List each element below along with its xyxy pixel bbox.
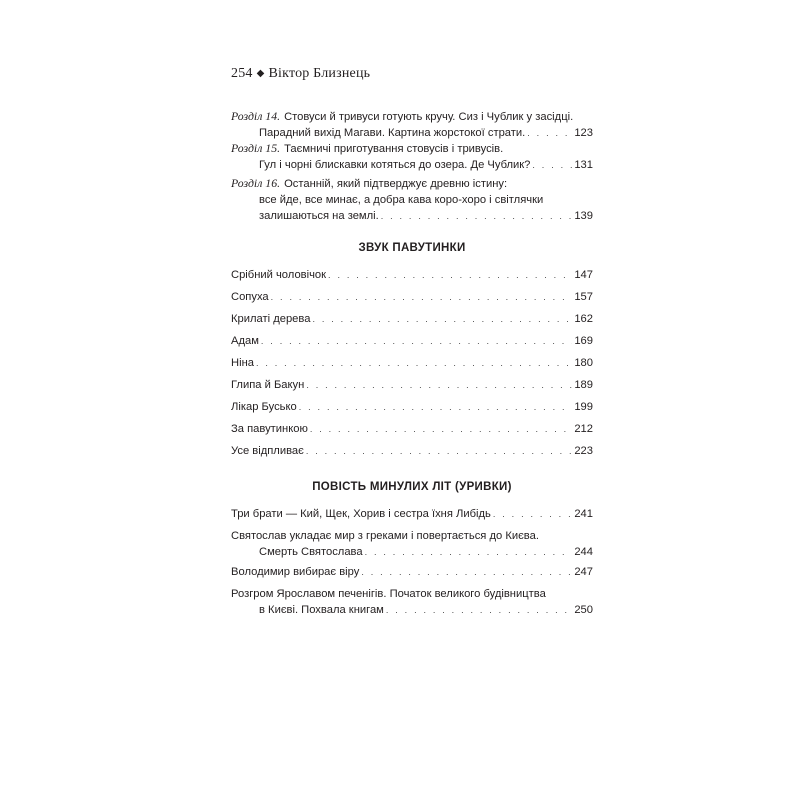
dot-leader [365, 544, 573, 560]
entry-title-line: в Києві. Похвала книгам [259, 604, 384, 616]
chapter-number: Розділ 14. [231, 109, 281, 123]
toc-entry[interactable] [231, 421, 593, 437]
entry-title-line: Глипа й Бакун [231, 379, 305, 391]
toc-entry[interactable] [231, 140, 593, 173]
dot-leader [532, 157, 572, 173]
dot-leader [312, 311, 572, 327]
toc-entry[interactable] [231, 528, 593, 560]
entry-page-number: 147 [574, 269, 593, 281]
entry-page-number: 131 [574, 159, 593, 171]
dot-leader [306, 377, 572, 393]
entry-title-line: Срібний чоловічок [231, 269, 327, 281]
entry-title-line: Стовуси й тривуси готують кручу. Сиз і Чублик у засідці. [284, 111, 574, 123]
toc-entry[interactable] [231, 586, 593, 618]
entry-title-line: Усе відпливає [231, 445, 304, 457]
toc-entry[interactable] [231, 175, 593, 224]
entry-title-line: Розгром Ярославом печенігів. Початок великого будівництва [231, 588, 546, 600]
toc-entry[interactable] [231, 399, 593, 415]
running-header [231, 66, 370, 82]
toc-entry[interactable] [231, 267, 593, 283]
toc-entry[interactable] [231, 355, 593, 371]
entry-title-line: Таємничі приготування стовусів і тривусів. [284, 143, 504, 155]
header-separator: ◆ [256, 68, 265, 79]
section-title: ПОВІСТЬ МИНУЛИХ ЛІТ (УРИВКИ) [312, 481, 512, 493]
entry-title-line: залишаються на землі. [259, 210, 379, 222]
entry-title-line: За павутинкою [231, 423, 308, 435]
toc-entry[interactable] [231, 333, 593, 349]
dot-leader [299, 399, 573, 415]
dot-leader [310, 421, 572, 437]
entry-title-line: Три брати — Кий, Щек, Хорив і сестра їхня Либідь [231, 508, 491, 520]
toc-entry[interactable] [231, 443, 593, 459]
header-page-number: 254 [231, 66, 253, 81]
dot-leader [493, 506, 572, 522]
dot-leader [271, 289, 573, 305]
entry-page-number: 123 [574, 127, 593, 139]
dot-leader [261, 333, 572, 349]
toc-entry[interactable] [231, 108, 593, 141]
dot-leader [256, 355, 572, 371]
header-author: Віктор Близнець [268, 66, 371, 81]
entry-title-line: Сопуха [231, 291, 269, 303]
entry-page-number: 180 [574, 357, 593, 369]
dot-leader [306, 443, 573, 459]
entry-page-number: 247 [574, 566, 593, 578]
entry-page-number: 162 [574, 313, 593, 325]
entry-page-number: 212 [574, 423, 593, 435]
entry-title-line: Крилаті дерева [231, 313, 311, 325]
entry-page-number: 244 [574, 546, 593, 558]
dot-leader [328, 267, 572, 283]
entry-title-line: все йде, все минає, а добра кава коро-хоро і світлячки [259, 194, 544, 206]
entry-title-line: Святослав укладає мир з греками і повертається до Києва. [231, 530, 539, 542]
dot-leader [361, 564, 572, 580]
entry-title-line: Гул і чорні блискавки котяться до озера. Де Чублик? [259, 159, 531, 171]
chapter-number: Розділ 16. [231, 176, 281, 190]
toc-entry[interactable] [231, 564, 593, 580]
chapter-number: Розділ 15. [231, 141, 281, 155]
dot-leader [527, 125, 572, 141]
entry-title-line: Лікар Бусько [231, 401, 297, 413]
entry-page-number: 189 [574, 379, 593, 391]
entry-page-number: 169 [574, 335, 593, 347]
section-title: ЗВУК ПАВУТИНКИ [358, 242, 466, 254]
entry-page-number: 223 [574, 445, 593, 457]
entry-title-line: Смерть Святослава [259, 546, 363, 558]
toc-entry[interactable] [231, 506, 593, 522]
toc-entry[interactable] [231, 311, 593, 327]
entry-title-line: Ніна [231, 357, 254, 369]
entry-page-number: 241 [574, 508, 593, 520]
toc-entry[interactable] [231, 289, 593, 305]
entry-title-line: Останній, який підтверджує древню істину: [284, 178, 508, 190]
dot-leader [386, 602, 572, 618]
dot-leader [381, 208, 573, 224]
entry-page-number: 139 [574, 210, 593, 222]
entry-title-line: Адам [231, 335, 259, 347]
entry-page-number: 250 [574, 604, 593, 616]
toc-entry[interactable] [231, 377, 593, 393]
entry-title-line: Парадний вихід Магави. Картина жорстокої страти. [259, 127, 526, 139]
entry-title-line: Володимир вибирає віру [231, 566, 360, 578]
entry-page-number: 199 [574, 401, 593, 413]
entry-page-number: 157 [574, 291, 593, 303]
